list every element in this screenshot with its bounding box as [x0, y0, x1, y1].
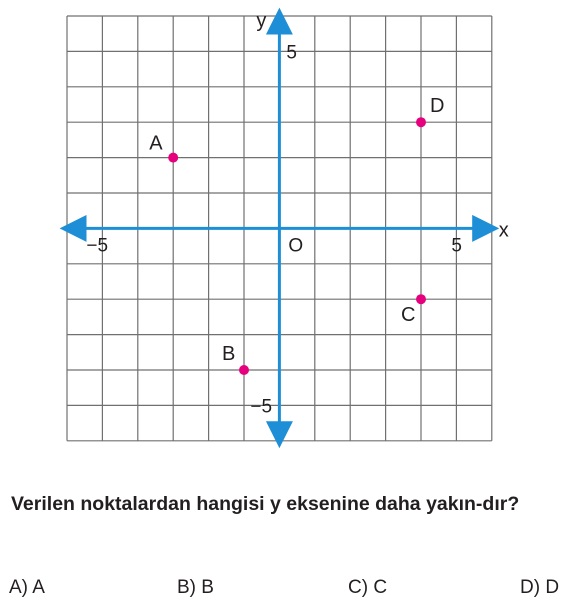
point-b — [239, 365, 249, 375]
y-axis-label: y — [256, 10, 267, 32]
choice-c[interactable]: C) C — [348, 577, 388, 598]
y-tick-5: 5 — [286, 42, 297, 64]
y-tick-neg-5: −5 — [250, 396, 273, 418]
choice-a[interactable]: A) A — [9, 577, 45, 598]
x-axis-label: x — [498, 219, 509, 242]
point-label-c: C — [401, 304, 416, 327]
point-label-b: B — [222, 343, 236, 365]
x-tick-neg-5: −5 — [86, 235, 109, 257]
point-d — [416, 117, 426, 127]
point-a — [168, 153, 178, 163]
point-c — [416, 294, 426, 304]
x-tick-5: 5 — [451, 235, 462, 257]
origin-label: O — [288, 235, 304, 257]
point-label-a: A — [149, 132, 163, 155]
question-text: Verilen noktalardan hangisi y eksenine daha yakın-dır? — [11, 493, 520, 515]
choice-d[interactable]: D) D — [520, 577, 560, 598]
point-label-d: D — [430, 95, 445, 118]
choice-b[interactable]: B) B — [177, 577, 214, 598]
